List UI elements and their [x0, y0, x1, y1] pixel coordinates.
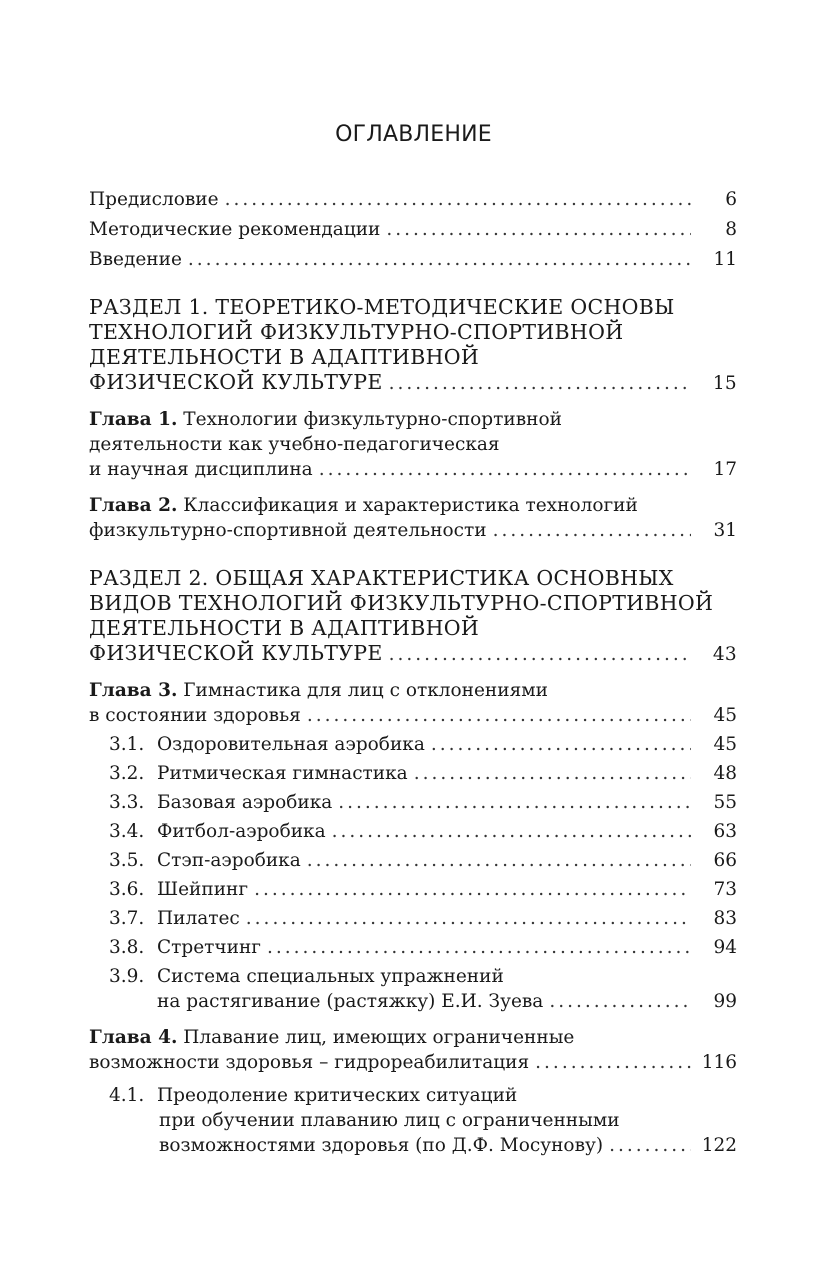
toc-subsection-3-3[interactable]: [89, 790, 737, 815]
leader-dots: [188, 247, 691, 272]
chapter-prefix: Глава 2.: [89, 495, 178, 516]
toc-subsection-3-2[interactable]: [89, 761, 737, 786]
section-line: РАЗДЕЛ 1. ТЕОРЕТИКО-МЕТОДИЧЕСКИЕ ОСНОВЫ: [89, 295, 675, 319]
leader-dots: [493, 518, 691, 543]
toc-entry-recommendations[interactable]: [89, 217, 737, 242]
subsection-label: Фитбол-аэробика: [157, 821, 326, 842]
subsection-number: 3.1.: [109, 734, 145, 755]
leader-dots: [246, 906, 691, 931]
leader-dots: [307, 848, 691, 873]
chapter-line: деятельности как учебно-педагогическая: [89, 434, 500, 455]
subsection-number: 4.1.: [109, 1085, 145, 1106]
subsection-label: Система специальных упражнений: [157, 966, 504, 987]
subsection-label: Пилатес: [157, 908, 240, 929]
leader-dots: [414, 761, 691, 786]
page-number: 116: [701, 1052, 737, 1073]
toc-chapter-4[interactable]: [89, 1025, 737, 1075]
page-number: 6: [725, 189, 737, 210]
subsection-number: 3.6.: [109, 879, 145, 900]
section-line: ВИДОВ ТЕХНОЛОГИЙ ФИЗКУЛЬТУРНО-СПОРТИВНОЙ: [89, 591, 714, 615]
section-line: ДЕЯТЕЛЬНОСТИ В АДАПТИВНОЙ: [89, 345, 480, 369]
section-line: ФИЗИЧЕСКОЙ КУЛЬТУРЕ: [89, 370, 383, 394]
leader-dots: [267, 935, 691, 960]
entry-label: Введение: [89, 249, 182, 270]
leader-dots: [254, 877, 691, 902]
page-number: 31: [713, 520, 737, 541]
subsection-number: 3.7.: [109, 908, 145, 929]
leader-dots: [389, 642, 691, 667]
section-line: ДЕЯТЕЛЬНОСТИ В АДАПТИВНОЙ: [89, 616, 480, 640]
toc-chapter-3[interactable]: [89, 678, 737, 728]
chapter-line: Классификация и характеристика технологий: [183, 495, 638, 516]
chapter-line: в состоянии здоровья: [89, 705, 301, 726]
page-number: 63: [713, 821, 737, 842]
page-number: 94: [713, 937, 737, 958]
subsection-label: Ритмическая гимнастика: [157, 763, 408, 784]
subsection-number: 3.4.: [109, 821, 145, 842]
chapter-line: Плавание лиц, имеющих ограниченные: [183, 1027, 575, 1048]
toc-subsection-3-7[interactable]: [89, 906, 737, 931]
leader-dots: [307, 703, 691, 728]
page-number: 45: [713, 734, 737, 755]
subsection-label: на растягивание (растяжку) Е.И. Зуева: [157, 991, 544, 1012]
chapter-line: и научная дисциплина: [89, 459, 313, 480]
subsection-number: 3.2.: [109, 763, 145, 784]
chapter-prefix: Глава 3.: [89, 680, 178, 701]
subsection-label: возможностями здоровья (по Д.Ф. Мосунову): [159, 1135, 604, 1156]
section-line: РАЗДЕЛ 2. ОБЩАЯ ХАРАКТЕРИСТИКА ОСНОВНЫХ: [89, 566, 674, 590]
page-number: 15: [712, 373, 737, 394]
page-number: 99: [713, 991, 737, 1012]
page-number: 55: [713, 792, 737, 813]
leader-dots: [225, 187, 691, 212]
subsection-label: Оздоровительная аэробика: [157, 734, 425, 755]
toc-chapter-1[interactable]: [89, 407, 737, 482]
chapter-prefix: Глава 4.: [89, 1027, 178, 1048]
page-number: 8: [725, 219, 737, 240]
subsection-label: Стретчинг: [157, 937, 261, 958]
leader-dots: [332, 819, 691, 844]
chapter-prefix: Глава 1.: [89, 409, 178, 430]
toc-section-2[interactable]: [89, 566, 737, 667]
page-number: 83: [713, 908, 737, 929]
page-number: 66: [713, 850, 737, 871]
leader-dots: [431, 732, 691, 757]
chapter-line: физкультурно-спортивной деятельности: [89, 520, 487, 541]
page-number: 73: [713, 879, 737, 900]
subsection-number: 3.9.: [109, 966, 145, 987]
toc-subsection-3-8[interactable]: [89, 935, 737, 960]
page-number: 122: [701, 1135, 737, 1156]
section-line: ТЕХНОЛОГИЙ ФИЗКУЛЬТУРНО-СПОРТИВНОЙ: [89, 320, 624, 344]
subsection-number: 3.8.: [109, 937, 145, 958]
subsection-label: Преодоление критических ситуаций: [157, 1085, 518, 1106]
toc-subsection-3-9[interactable]: [89, 964, 737, 1014]
chapter-line: Технологии физкультурно-спортивной: [183, 409, 562, 430]
leader-dots: [549, 989, 691, 1014]
toc-entry-introduction[interactable]: [89, 247, 737, 272]
subsection-label: Базовая аэробика: [157, 792, 333, 813]
toc-section-1[interactable]: [89, 295, 737, 396]
toc-subsection-4-1[interactable]: [89, 1083, 737, 1158]
leader-dots: [535, 1050, 691, 1075]
page-number: 43: [712, 644, 737, 665]
leader-dots: [389, 371, 691, 396]
chapter-line: Гимнастика для лиц с отклонениями: [183, 680, 548, 701]
subsection-label: при обучении плаванию лиц с ограниченными: [159, 1110, 620, 1131]
subsection-number: 3.5.: [109, 850, 145, 871]
leader-dots: [319, 457, 691, 482]
subsection-label: Шейпинг: [157, 879, 249, 900]
page-number: 45: [713, 705, 737, 726]
page-number: 17: [713, 459, 737, 480]
section-line: ФИЗИЧЕСКОЙ КУЛЬТУРЕ: [89, 641, 383, 665]
toc-subsection-3-1[interactable]: [89, 732, 737, 757]
toc-entry-preface[interactable]: [89, 187, 737, 212]
subsection-number: 3.3.: [109, 792, 145, 813]
entry-label: Методические рекомендации: [89, 219, 381, 240]
chapter-line: возможности здоровья – гидрореабилитация: [89, 1052, 530, 1073]
toc-subsection-3-5[interactable]: [89, 848, 737, 873]
leader-dots: [338, 790, 691, 815]
toc-subsection-3-6[interactable]: [89, 877, 737, 902]
leader-dots: [609, 1133, 691, 1158]
page-number: 48: [713, 763, 737, 784]
toc-chapter-2[interactable]: [89, 493, 737, 543]
subsection-label: Стэп-аэробика: [157, 850, 301, 871]
page-title: ОГЛАВЛЕНИЕ: [335, 122, 492, 147]
entry-label: Предисловие: [89, 189, 219, 210]
toc-subsection-3-4[interactable]: [89, 819, 737, 844]
table-of-contents: [89, 187, 737, 1158]
leader-dots: [386, 217, 691, 242]
page-number: 11: [713, 249, 737, 270]
